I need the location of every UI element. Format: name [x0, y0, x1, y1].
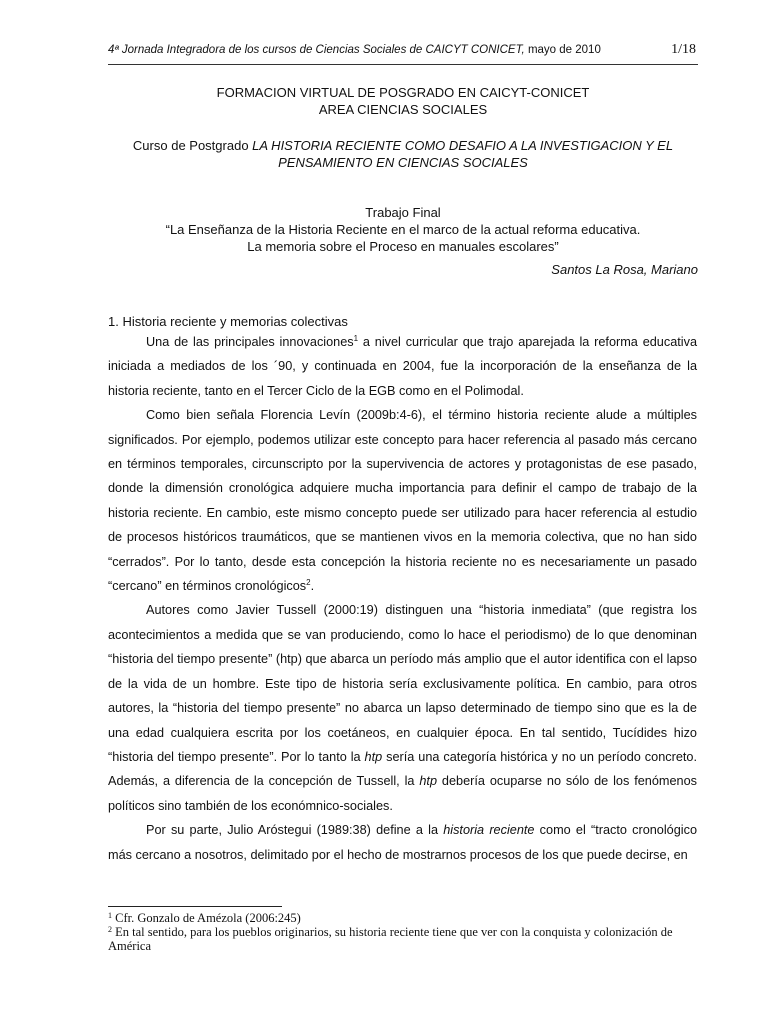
footnote-ref-2: 2: [306, 578, 311, 588]
header-date: mayo de 2010: [524, 44, 601, 56]
footnote-1: $^1$ Cfr. Gonzalo de Amézola (2006:245): [108, 911, 301, 925]
paragraph-4: Por su parte, Julio Aróstegui (1989:38) define a la historia reciente como el “tracto cronológico más cercano a nosotros, delimitado por el hecho de mostrarnos procesos de los que puede decirse, en: [108, 823, 698, 862]
page-number: 1/18: [671, 42, 696, 57]
running-header: [108, 42, 698, 65]
title-line-2: AREA CIENCIAS SOCIALES: [318, 102, 488, 117]
work-title-line-2: La memoria sobre el Proceso en manuales escolares”: [247, 239, 559, 254]
section-heading: 1. Historia reciente y memorias colectivas: [108, 314, 348, 329]
footnote-divider: [108, 906, 282, 907]
header-event-name: 4ª Jornada Integradora de los cursos de Ciencias Sociales de CAICYT CONICET,: [108, 44, 525, 56]
work-title-line-1: “La Enseñanza de la Historia Reciente en el marco de la actual reforma educativa.: [165, 222, 641, 237]
footnote-2: $^2$ En tal sentido, para los pueblos originarios, su historia reciente tiene que ver con la conquista y colonización de América: [108, 925, 673, 953]
paragraph-1: Una de las principales innovaciones$^1$ a nivel curricular que trajo aparejada la reforma educativa iniciada a mediados de los ´90, y continuada en 2004, fue la incorporación de la enseñanza de la historia reciente, tanto en el Tercer Ciclo de la EGB como en el Polimodal.: [108, 334, 698, 398]
paragraph-2: Como bien señala Florencia Levín (2009b:4-6), el término historia reciente alude a múltiples significados. Por ejemplo, podemos utilizar este concepto para hacer referencia al pasado más cercano en términos temporales, circunscripto por la supervivencia de actores y protagonistas de ese pasado, donde la dimensión cronológica adquiere mucha importancia para definir el campo de trabajo de la historia reciente. En cambio, este mismo concepto puede ser utilizado para hacer referencia al estudio de procesos históricos traumáticos, que se mantienen vivos en la memoria colectiva, que no han sido “cerrados”. Por lo tanto, desde esta concepción la historia reciente no es necesariamente un pasado “cercano” en términos cronológicos$^2$.: [108, 408, 697, 594]
author-name: Santos La Rosa, Mariano: [551, 262, 698, 277]
course-prefix: Curso de Postgrado: [132, 138, 253, 153]
footnote-ref-1: 1: [353, 334, 359, 343]
body-text: [108, 330, 697, 867]
title-line-1: FORMACION VIRTUAL DE POSGRADO EN CAICYT-CONICET: [216, 85, 590, 100]
header-text: [108, 44, 601, 56]
course-title-line-1: LA HISTORIA RECIENTE COMO DESAFIO A LA INVESTIGACION Y EL: [252, 138, 674, 153]
footnotes: [108, 911, 697, 953]
course-title-line-2: PENSAMIENTO EN CIENCIAS SOCIALES: [278, 155, 528, 170]
paragraph-3: Autores como Javier Tussell (2000:19) distinguen una “historia inmediata” (que registra los acontecimientos a medida que se van produciendo, como lo hace el periodismo) de lo que denominan “historia del tiempo presente” (htp) que abarca un período más amplio que el autor identifica con el lapso de la vida de un hombre. Este tipo de historia sería exclusivamente política. En cambio, para otros autores, la “historia del tiempo presente” no abarca un lapso determinado de tiempo sino que es la de una edad cualquiera escrita por los coetáneos, en cualquier época. En tal sentido, Tucídides hizo “historia del tiempo presente”. Por lo tanto la htp sería una categoría histórica y no un período concreto. Además, a diferencia de la concepción de Tussell, la htp debería ocuparse no sólo de los fenómenos políticos sino también de los económnico-sociales.: [108, 603, 697, 813]
work-label: Trabajo Final: [365, 205, 441, 220]
course-title: [108, 137, 698, 154]
